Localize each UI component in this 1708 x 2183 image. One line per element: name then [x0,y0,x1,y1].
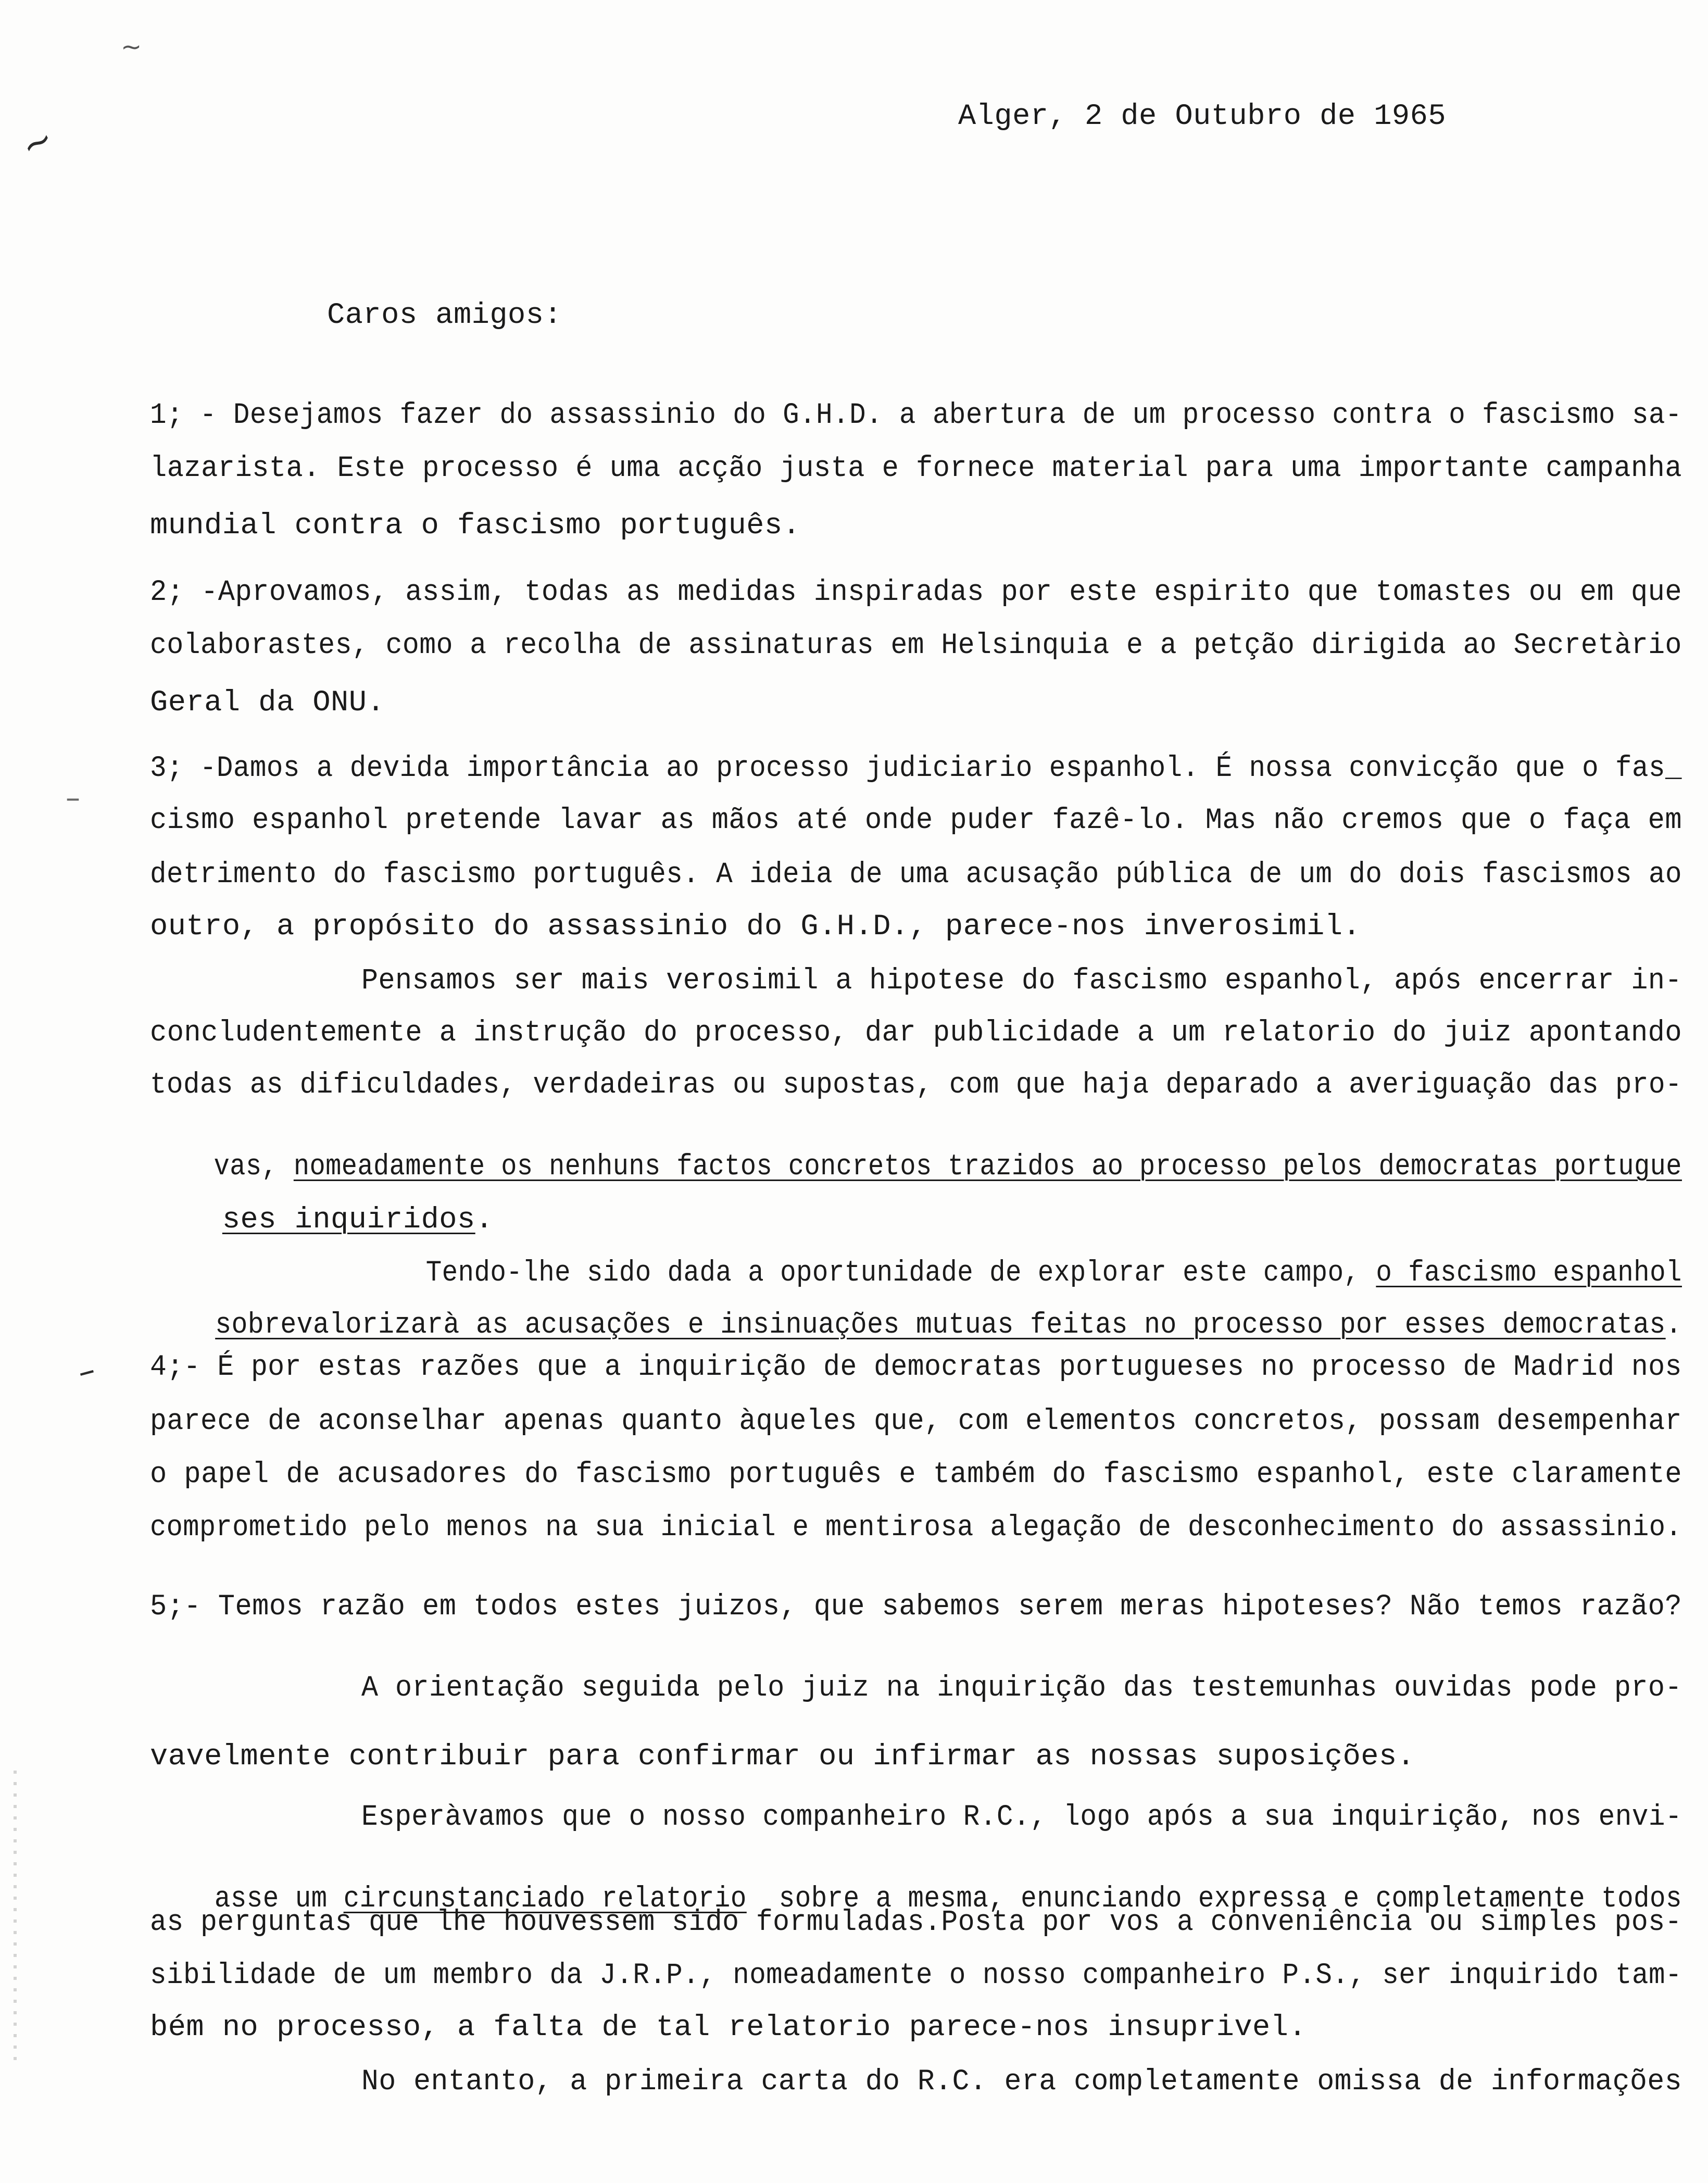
paragraph-2-line-1: 2; -Aprovamos, assim, todas as medidas inspiradas por este espirito que tomastes ou em que [150,576,1682,609]
scan-edge-noise [14,1771,17,2062]
underlined-passage-2: o fascismo espanhol [1376,1257,1682,1290]
paragraph-6-line-2: vavelmente contribuir para confirmar ou infirmar as nossas suposições. [150,1740,1415,1774]
underlined-passage-3: circunstanciado relatorio [343,1883,747,1916]
paragraph-4-line-4: comprometido pelo menos na sua inicial e mentirosa alegação de desconhecimento do assassinio. [150,1511,1682,1545]
date-line: Alger, 2 de Outubro de 1965 [958,100,1447,133]
margin-scribble-top: ~ [121,32,142,61]
paragraph-3-line-1: 3; -Damos a devida importância ao processo judiciario espanhol. É nossa convicção que o fas_ [150,752,1682,785]
paragraph-3c-line-2-text: . [1665,1309,1682,1342]
paragraph-3b-line-5-text: . [475,1203,494,1237]
paragraph-7-line-1: Esperàvamos que o nosso companheiro R.C., logo após a sua inquirição, nos envi- [361,1801,1682,1834]
underlined-passage-1: nomeadamente os nenhuns factos concretos trazidos ao processo pelos democratas portugue [293,1150,1682,1184]
paragraph-3-line-3: detrimento do fascismo português. A ideia de uma acusação pública de um do dois fascismos ao [150,858,1682,892]
paragraph-3b-line-4-text: vas, [214,1150,294,1184]
salutation: Caros amigos: [327,299,562,332]
paragraph-3b-line-2: concludentemente a instrução do processo, dar publicidade a um relatorio do juiz apontando [150,1017,1682,1050]
paragraph-7-line-5: bém no processo, a falta de tal relatorio parece-nos insuprivel. [150,2011,1307,2044]
paragraph-4-line-1: 4;- É por estas razões que a inquirição de democratas portugueses no processo de Madrid nos [150,1351,1682,1384]
margin-scribble-left: ~ [14,116,61,169]
paragraph-3-line-4: outro, a propósito do assassinio do G.H.D., parece-nos inverosimil. [150,910,1361,944]
margin-dash-2: – [73,1350,100,1392]
paragraph-1-line-2: lazarista. Este processo é uma acção justa e fornece material para uma importante campanha [150,452,1682,485]
paragraph-3c-line-1-text: Tendo-lhe sido dada a oportunidade de explorar este campo, [425,1257,1376,1290]
paragraph-3-line-2: cismo espanhol pretende lavar as mãos até onde puder fazê-lo. Mas não cremos que o faça em [150,804,1682,837]
paragraph-1-line-3: mundial contra o fascismo português. [150,509,801,543]
paragraph-3b-line-3: todas as dificuldades, verdadeiras ou supostas, com que haja deparado a averiguação das pro- [150,1069,1682,1102]
paragraph-7-line-4: sibilidade de um membro da J.R.P., nomeadamente o nosso companheiro P.S., ser inquirido tam- [150,1959,1682,1992]
paragraph-7-line-3: as perguntas que lhe houvessem sido formuladas.Posta por vos a conveniência ou simples pos- [150,1906,1682,1939]
underlined-passage-2-end: sobrevalorizarà as acusações e insinuações mutuas feitas no processo por esses democratas [215,1309,1666,1342]
paragraph-1-line-1: 1; - Desejamos fazer do assassinio do G.H.D. a abertura de um processo contra o fascismo sa- [150,399,1682,432]
paragraph-3b-line-1: Pensamos ser mais verosimil a hipotese do fascismo espanhol, após encerrar in- [361,964,1682,998]
underlined-passage-1-end: ses inquiridos [222,1203,475,1237]
paragraph-2-line-3: Geral da ONU. [150,686,385,720]
paragraph-6-line-1: A orientação seguida pelo juiz na inquirição das testemunhas ouvidas pode pro- [361,1672,1682,1705]
paragraph-7-line-2-rest: sobre a mesma, enunciando expressa e completamente todos [746,1883,1682,1916]
paragraph-4-line-2: parece de aconselhar apenas quanto àqueles que, com elementos concretos, possam desempenhar [150,1405,1682,1438]
paragraph-2-line-2: colaborastes, como a recolha de assinaturas em Helsinquia e a petção dirigida ao Secretàrio [150,629,1682,662]
paragraph-5: 5;- Temos razão em todos estes juizos, que sabemos serem meras hipoteses? Não temos razão? [150,1590,1682,1624]
margin-dash-1: – [66,781,81,815]
paragraph-8: No entanto, a primeira carta do R.C. era completamente omissa de informações [361,2065,1682,2099]
paragraph-7-line-2-text: asse um [214,1883,344,1916]
paragraph-4-line-3: o papel de acusadores do fascismo português e também do fascismo espanhol, este claramente [150,1458,1682,1491]
